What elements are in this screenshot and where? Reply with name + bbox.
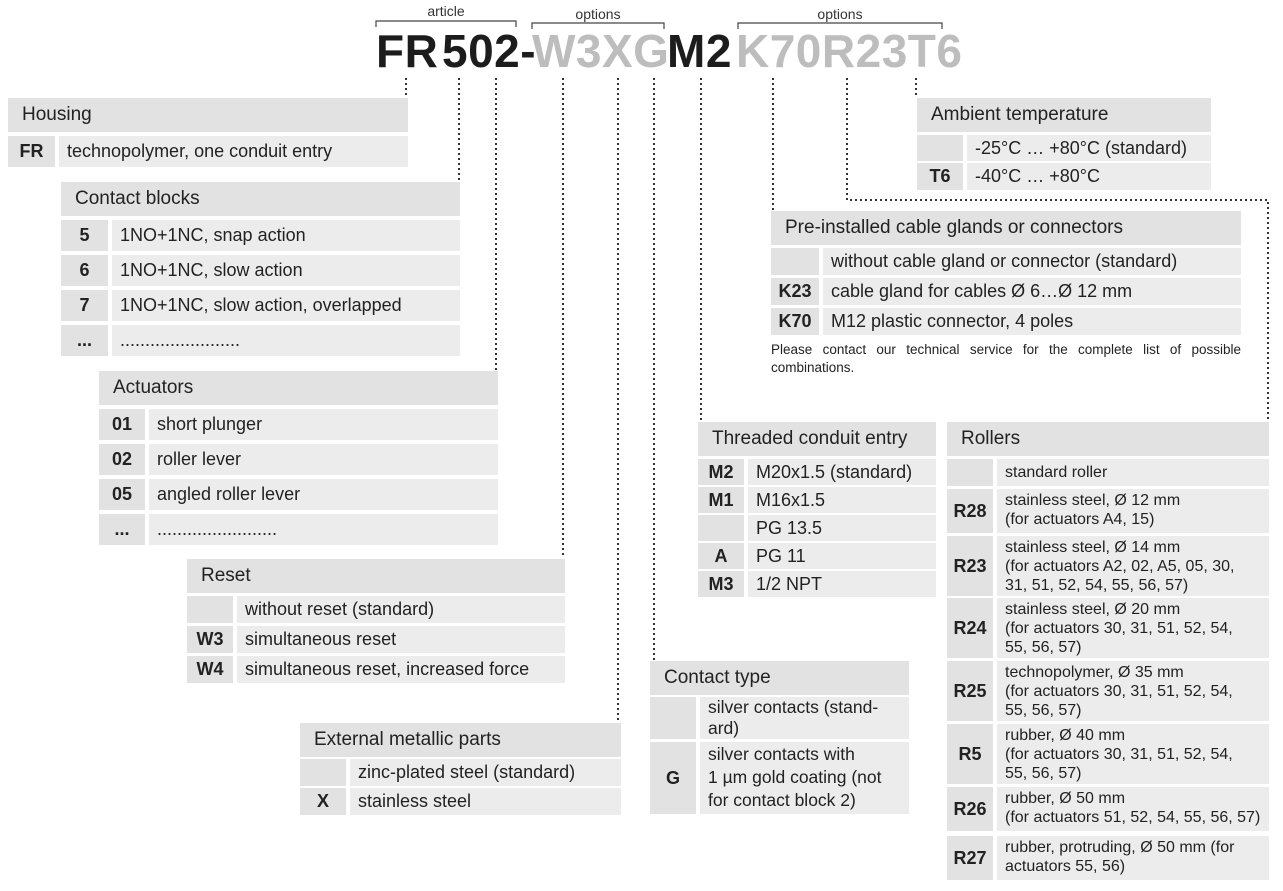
option-code xyxy=(947,459,993,486)
option-code xyxy=(698,515,744,541)
option-code xyxy=(771,248,819,275)
bracket-label-options-1: options xyxy=(575,6,621,22)
external-parts-title: External metallic parts xyxy=(300,723,621,757)
option-desc: technopolymer, Ø 35 mm (for actuators 30, 31, 51, 52, 54, 55, 56, 57) xyxy=(997,661,1269,721)
option-code: W4 xyxy=(187,656,233,683)
option-code: 05 xyxy=(99,479,145,510)
option-code: 5 xyxy=(61,220,108,251)
option-code xyxy=(187,596,233,623)
option-desc: 1NO+1NC, slow action xyxy=(112,255,460,286)
option-desc: stainless steel xyxy=(350,788,621,815)
option-code: 6 xyxy=(61,255,108,286)
rollers-row xyxy=(947,661,1269,721)
cable-glands-row xyxy=(771,248,1241,275)
ambient-temperature-title: Ambient temperature xyxy=(917,98,1211,132)
option-desc: simultaneous reset xyxy=(237,626,565,653)
conduit-entry-row xyxy=(698,487,936,513)
option-code: ... xyxy=(61,325,108,356)
actuators-row xyxy=(99,514,498,545)
option-desc: standard roller xyxy=(997,459,1269,486)
option-desc: 1NO+1NC, slow action, overlapped xyxy=(112,290,460,321)
ambient-temperature-row xyxy=(917,163,1211,190)
option-desc: angled roller lever xyxy=(149,479,498,510)
option-code: G xyxy=(650,742,696,814)
option-code: 7 xyxy=(61,290,108,321)
external-parts-row xyxy=(300,759,621,786)
option-desc: roller lever xyxy=(149,444,498,475)
contact-blocks-title: Contact blocks xyxy=(61,182,460,216)
cable-glands-title: Pre-installed cable glands or connectors xyxy=(771,211,1241,245)
option-desc: silver contacts with 1 µm gold coating (not for contact block 2) xyxy=(700,742,909,814)
rollers-row xyxy=(947,536,1269,596)
option-code: R28 xyxy=(947,489,993,533)
option-code: R24 xyxy=(947,598,993,658)
option-code: M1 xyxy=(698,487,744,513)
option-desc: 1NO+1NC, snap action xyxy=(112,220,460,251)
option-desc: without reset (standard) xyxy=(237,596,565,623)
actuators-title: Actuators xyxy=(99,371,498,405)
contact-blocks-row xyxy=(61,325,460,356)
bracket-label-options-2: options xyxy=(817,6,863,22)
rollers-row xyxy=(947,787,1269,831)
option-desc: stainless steel, Ø 14 mm (for actuators A2, 02, A5, 05, 30, 31, 51, 52, 54, 55, 56, 57) xyxy=(997,536,1269,596)
option-desc: simultaneous reset, increased force xyxy=(237,656,565,683)
external-parts-row xyxy=(300,788,621,815)
option-desc: M12 plastic connector, 4 poles xyxy=(823,308,1241,335)
option-desc: rubber, Ø 40 mm (for actuators 30, 31, 51, 52, 54, 55, 56, 57) xyxy=(997,724,1269,784)
conduit-entry-row xyxy=(698,543,936,569)
contact-type-row xyxy=(650,742,909,814)
option-desc: technopolymer, one conduit entry xyxy=(59,136,408,167)
contact-type-title: Contact type xyxy=(650,661,909,695)
cable-glands-note: Please contact our technical service for the complete list of possible combinations. xyxy=(771,342,1241,375)
option-desc: rubber, Ø 50 mm (for actuators 51, 52, 54, 55, 56, 57) xyxy=(997,787,1269,831)
reset-row xyxy=(187,596,565,623)
contact-blocks-row xyxy=(61,255,460,286)
conduit-entry-row xyxy=(698,515,936,541)
contact-type-row xyxy=(650,697,909,739)
rollers-row xyxy=(947,598,1269,658)
option-code: R26 xyxy=(947,787,993,831)
contact-blocks-row xyxy=(61,220,460,251)
conduit-entry-row xyxy=(698,459,936,485)
code-part-m2: M2 xyxy=(667,25,732,77)
option-code: X xyxy=(300,788,346,815)
option-desc: PG 11 xyxy=(748,543,936,569)
option-code: R5 xyxy=(947,724,993,784)
rollers-row xyxy=(947,459,1269,486)
reset-row xyxy=(187,626,565,653)
reset-row xyxy=(187,656,565,683)
option-desc: 1/2 NPT xyxy=(748,571,936,597)
option-code xyxy=(917,135,963,161)
option-code: M2 xyxy=(698,459,744,485)
option-code: M3 xyxy=(698,571,744,597)
option-code: K70 xyxy=(771,308,819,335)
option-code: R27 xyxy=(947,836,993,880)
option-code xyxy=(650,697,696,739)
option-desc: rubber, protruding, Ø 50 mm (for actuators 55, 56) xyxy=(997,836,1269,880)
option-desc: cable gland for cables Ø 6…Ø 12 mm xyxy=(823,278,1241,305)
ambient-temperature-row xyxy=(917,135,1211,161)
option-code: W3 xyxy=(187,626,233,653)
cable-glands-row xyxy=(771,308,1241,335)
actuators-row xyxy=(99,409,498,440)
rollers-row xyxy=(947,836,1269,880)
option-desc: M16x1.5 xyxy=(748,487,936,513)
actuators-row xyxy=(99,479,498,510)
option-code: FR xyxy=(8,136,55,167)
option-code xyxy=(300,759,346,786)
option-desc: stainless steel, Ø 12 mm (for actuators A4, 15) xyxy=(997,489,1269,533)
option-code: A xyxy=(698,543,744,569)
rollers-title: Rollers xyxy=(947,422,1269,456)
actuators-row xyxy=(99,444,498,475)
option-desc: M20x1.5 (standard) xyxy=(748,459,936,485)
bracket-label-article: article xyxy=(427,3,465,19)
code-part-w3xg: W3XG xyxy=(532,25,670,77)
option-desc: without cable gland or connector (standard) xyxy=(823,248,1241,275)
conduit-entry-row xyxy=(698,571,936,597)
housing-row xyxy=(8,136,408,167)
rollers-row xyxy=(947,724,1269,784)
option-desc: short plunger xyxy=(149,409,498,440)
cable-glands-row xyxy=(771,278,1241,305)
option-code: R23 xyxy=(947,536,993,596)
option-code: ... xyxy=(99,514,145,545)
option-desc: ........................ xyxy=(149,514,498,545)
reset-title: Reset xyxy=(187,559,565,593)
option-code: 02 xyxy=(99,444,145,475)
option-desc: PG 13.5 xyxy=(748,515,936,541)
option-code: R25 xyxy=(947,661,993,721)
option-code: T6 xyxy=(917,163,963,190)
option-desc: zinc-plated steel (standard) xyxy=(350,759,621,786)
code-part-502: 502- xyxy=(442,25,537,77)
conduit-entry-title: Threaded conduit entry xyxy=(698,422,936,456)
contact-blocks-row xyxy=(61,290,460,321)
option-desc: stainless steel, Ø 20 mm (for actuators 30, 31, 51, 52, 54, 55, 56, 57) xyxy=(997,598,1269,658)
option-desc: silver contacts (stand- ard) xyxy=(700,697,909,739)
option-code: 01 xyxy=(99,409,145,440)
code-part-k70r23t6: K70R23T6 xyxy=(736,25,963,77)
option-desc: -25°C … +80°C (standard) xyxy=(967,135,1211,161)
housing-title: Housing xyxy=(8,98,408,132)
option-desc: ........................ xyxy=(112,325,460,356)
option-code: K23 xyxy=(771,278,819,305)
rollers-row xyxy=(947,489,1269,533)
code-part-fr: FR xyxy=(376,25,439,77)
option-desc: -40°C … +80°C xyxy=(967,163,1211,190)
